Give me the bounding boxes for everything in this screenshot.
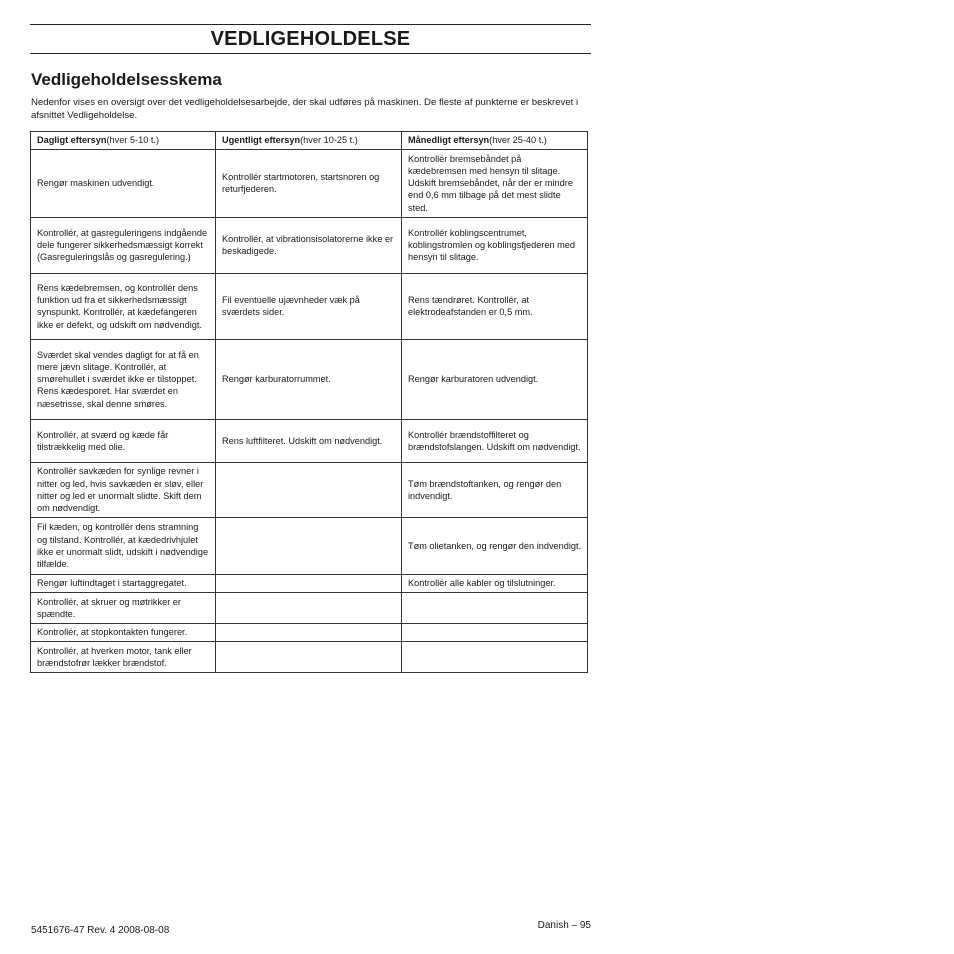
table-header-row bbox=[31, 132, 588, 150]
cell-weekly bbox=[216, 463, 402, 518]
header-rule-bottom bbox=[30, 53, 591, 54]
table-row bbox=[31, 274, 588, 340]
cell-monthly: Kontrollér brændstoffilteret og brændstofslangen. Udskift om nødvendigt. bbox=[402, 420, 588, 463]
section-title: Vedligeholdelsesskema bbox=[31, 70, 222, 89]
cell-daily: Fil kæden, og kontrollér dens stramning og tilstand. Kontrollér, at kædedrivhjulet ikke er unormalt slidt, udskift i nødvendige tilfælde. bbox=[31, 518, 216, 575]
cell-daily: Kontrollér, at sværd og kæde får tilstrækkelig med olie. bbox=[31, 420, 216, 463]
header-monthly-label: Månedligt eftersyn bbox=[408, 135, 490, 145]
cell-weekly: Rens luftfilteret. Udskift om nødvendigt. bbox=[216, 420, 402, 463]
page-number: Danish – 95 bbox=[537, 920, 591, 931]
cell-daily: Sværdet skal vendes dagligt for at få en mere jævn slitage. Kontrollér, at smørehullet i sværdet ikke er tilstoppet. Rens kædesporet. Har sværdet en næsetrisse, skal denne smøres. bbox=[31, 340, 216, 420]
cell-monthly: Tøm brændstoftanken, og rengør den indvendigt. bbox=[402, 463, 588, 518]
cell-daily: Rengør luftindtaget i startaggregatet. bbox=[31, 575, 216, 593]
cell-monthly bbox=[402, 642, 588, 673]
cell-daily: Rens kædebremsen, og kontrollér dens funktion ud fra et sikkerhedsmæssigt synspunkt. Kontrollér, at kædefangeren ikke er defekt, og udskift om nødvendigt. bbox=[31, 274, 216, 340]
header-monthly-interval: (hver 25-40 t.) bbox=[489, 135, 547, 145]
cell-monthly bbox=[402, 593, 588, 624]
cell-daily: Kontrollér savkæden for synlige revner i nitter og led, hvis savkæden er sløv, eller nitter og led er unormalt slidte. Skift dem om nødvendigt. bbox=[31, 463, 216, 518]
table-row bbox=[31, 340, 588, 420]
header-daily-label: Dagligt eftersyn bbox=[37, 135, 107, 145]
table-row bbox=[31, 642, 588, 673]
cell-weekly: Fil eventuelle ujævnheder væk på sværdets sider. bbox=[216, 274, 402, 340]
header-rule-top bbox=[30, 24, 591, 25]
cell-monthly: Kontrollér bremsebåndet på kædebremsen med hensyn til slitage. Udskift bremsebåndet, når der er mindre end 0,6 mm tilbage på det mest slidte sted. bbox=[402, 150, 588, 218]
cell-weekly bbox=[216, 642, 402, 673]
cell-weekly bbox=[216, 575, 402, 593]
maintenance-schedule-table bbox=[30, 131, 588, 673]
table-row bbox=[31, 218, 588, 274]
cell-monthly bbox=[402, 624, 588, 642]
table-row bbox=[31, 463, 588, 518]
cell-weekly bbox=[216, 518, 402, 575]
table-row bbox=[31, 420, 588, 463]
cell-daily: Kontrollér, at skruer og møtrikker er spændte. bbox=[31, 593, 216, 624]
header-weekly-label: Ugentligt eftersyn bbox=[222, 135, 301, 145]
cell-daily: Rengør maskinen udvendigt. bbox=[31, 150, 216, 218]
cell-weekly: Kontrollér, at vibrationsisolatorerne ikke er beskadigede. bbox=[216, 218, 402, 274]
table-row bbox=[31, 624, 588, 642]
cell-monthly: Rengør karburatoren udvendigt. bbox=[402, 340, 588, 420]
cell-monthly: Kontrollér koblingscentrumet, koblingstromlen og koblingsfjederen med hensyn til slitage. bbox=[402, 218, 588, 274]
table-row bbox=[31, 150, 588, 218]
header-weekly-interval: (hver 10-25 t.) bbox=[300, 135, 358, 145]
table-row bbox=[31, 575, 588, 593]
chapter-title: VEDLIGEHOLDELSE bbox=[210, 28, 411, 50]
cell-weekly bbox=[216, 624, 402, 642]
header-daily-interval: (hver 5-10 t.) bbox=[106, 135, 160, 145]
cell-weekly bbox=[216, 593, 402, 624]
cell-monthly: Tøm olietanken, og rengør den indvendigt. bbox=[402, 518, 588, 575]
cell-daily: Kontrollér, at hverken motor, tank eller brændstofrør lækker brændstof. bbox=[31, 642, 216, 673]
cell-daily: Kontrollér, at gasreguleringens indgående dele fungerer sikkerhedsmæssigt korrekt (Gasreguleringslås og gasregulering.) bbox=[31, 218, 216, 274]
cell-monthly: Rens tændrøret. Kontrollér, at elektrodeafstanden er 0,5 mm. bbox=[402, 274, 588, 340]
header-monthly bbox=[402, 132, 588, 150]
header-daily bbox=[31, 132, 216, 150]
cell-weekly: Rengør karburatorrummet. bbox=[216, 340, 402, 420]
cell-weekly: Kontrollér startmotoren, startsnoren og returfjederen. bbox=[216, 150, 402, 218]
header-weekly bbox=[216, 132, 402, 150]
document-id: 5451676-47 Rev. 4 2008-08-08 bbox=[31, 925, 170, 936]
cell-monthly: Kontrollér alle kabler og tilslutninger. bbox=[402, 575, 588, 593]
intro-paragraph: Nedenfor vises en oversigt over det vedligeholdelsesarbejde, der skal udføres på maskinen. De fleste af punkterne er beskrevet i afsnittet Vedligeholdelse. bbox=[31, 97, 579, 121]
table-row bbox=[31, 593, 588, 624]
table-row bbox=[31, 518, 588, 575]
cell-daily: Kontrollér, at stopkontakten fungerer. bbox=[31, 624, 216, 642]
